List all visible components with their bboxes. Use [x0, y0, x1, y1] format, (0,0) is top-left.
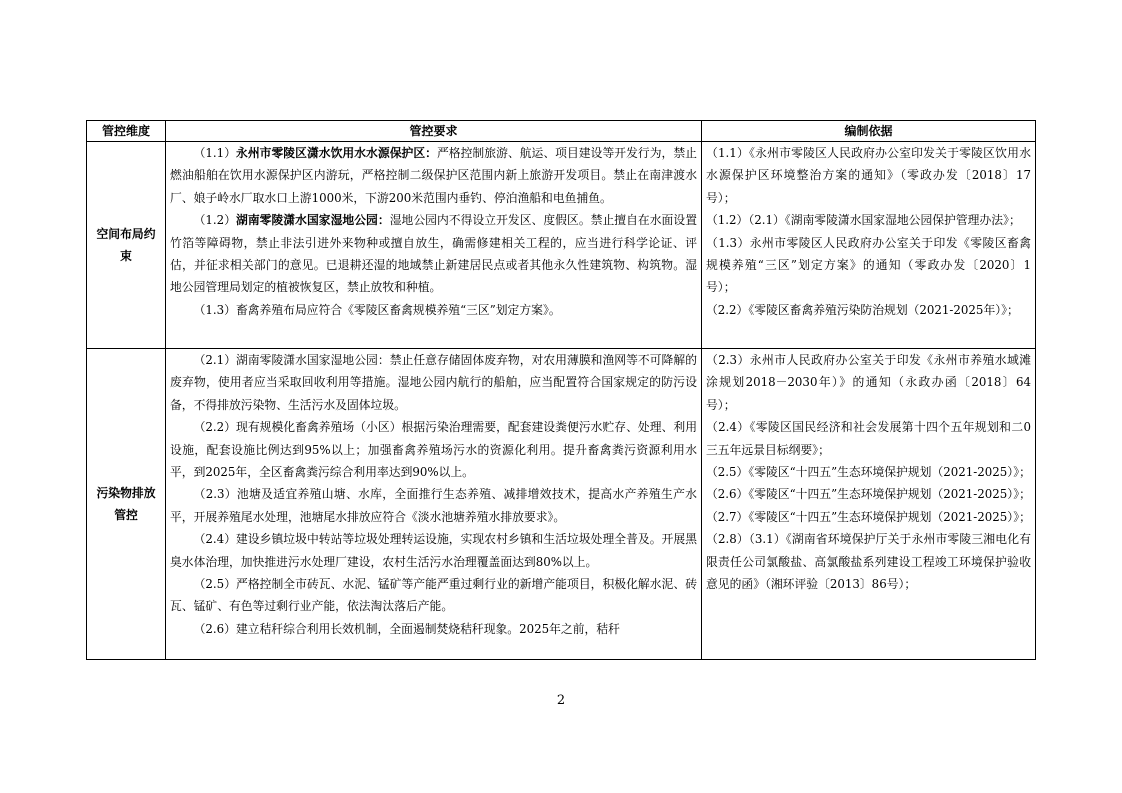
dimension-cell: 空间布局约束 [87, 142, 166, 349]
requirements-cell [166, 142, 702, 349]
requirement-item: （2.4）建设乡镇垃圾中转站等垃圾处理转运设施，实现农村乡镇和生活垃圾处理全普及。开展黑臭水体治理，加快推进污水处理厂建设，农村生活污水治理覆盖面达到80%以上。 [170, 532, 697, 569]
table-header-row [87, 121, 1036, 142]
requirement-item: （2.2）现有规模化畜禽养殖场（小区）根据污染治理需要，配套建设粪便污水贮存、处理、利用设施，配套设施比例达到95%以上；加强畜禽养殖场污水的资源化利用。提升畜禽粪污资源利用水平，到2025年，全区畜禽粪污综合利用率达到90%以上。 [170, 420, 697, 480]
basis-cell [702, 349, 1036, 660]
basis-item: （1.3）永州市零陵区人民政府办公室关于印发《零陵区畜禽规模养殖“三区”划定方案》的通知（零政办发〔2020〕1号）； [706, 235, 1031, 295]
basis-cell [702, 142, 1036, 349]
header-basis: 编制依据 [702, 121, 1036, 142]
requirement-item: （1.3）畜禽养殖布局应符合《零陵区畜禽规模养殖“三区”划定方案》。 [193, 302, 561, 317]
basis-item: （2.4）《零陵区国民经济和社会发展第十四个五年规划和二0三五年远景目标纲要》； [706, 420, 1031, 457]
basis-item: （1.2）（2.1）《湖南零陵潇水国家湿地公园保护管理办法》； [706, 213, 1021, 228]
basis-item: （2.3）永州市人民政府办公室关于印发《永州市养殖水域滩涂规划2018－2030年）》的通知（永政办函〔2018〕64号）； [706, 353, 1031, 412]
table-row [87, 349, 1036, 660]
requirement-item: （2.6）建立秸秆综合利用长效机制，全面遏制焚烧秸秆现象。2025年之前，秸秆 [193, 621, 620, 636]
requirement-item: （2.1）湖南零陵潇水国家湿地公园：禁止任意存储固体废弃物，对农用薄膜和渔网等不可降解的废弃物，使用者应当采取回收利用等措施。湿地公园内航行的船舶，应当配置符合国家规定的防污设备，不得排放污染物、生活污水及固体垃圾。 [170, 353, 697, 412]
requirement-item: （2.3）池塘及适宜养殖山塘、水库，全面推行生态养殖、减排增效技术，提高水产养殖生产水平，开展养殖尾水处理，池塘尾水排放应符合《淡水池塘养殖水排放要求》。 [170, 487, 697, 524]
dimension-cell: 污染物排放管控 [87, 349, 166, 660]
requirement-item: （2.5）严格控制全市砖瓦、水泥、锰矿等产能严重过剩行业的新增产能项目，积极化解水泥、砖瓦、锰矿、有色等过剩行业产能，依法淘汰落后产能。 [170, 577, 697, 614]
control-requirements-table [86, 120, 1036, 660]
basis-item: （2.7）《零陵区“十四五”生态环境保护规划（2021-2025）》； [706, 509, 1031, 524]
page-number: 2 [556, 693, 566, 708]
basis-item: （2.5）《零陵区“十四五”生态环境保护规划（2021-2025）》； [706, 465, 1031, 480]
basis-item: （2.2）《零陵区畜禽养殖污染防治规划（2021-2025年）》； [706, 302, 1019, 317]
header-requirements: 管控要求 [166, 121, 702, 142]
basis-item: （2.8）（3.1）《湖南省环境保护厅关于永州市零陵三湘电化有限责任公司氯酸盐、高氯酸盐系列建设工程竣工环境保护验收意见的函》（湘环评验〔2013〕86号）； [706, 532, 1031, 592]
basis-item: （2.6）《零陵区“十四五”生态环境保护规划（2021-2025）》； [706, 487, 1031, 502]
basis-item: （1.1）《永州市零陵区人民政府办公室印发关于零陵区饮用水水源保护区环境整治方案的通知》（零政办发〔2018〕17号）； [706, 146, 1031, 205]
requirement-item: （1.1）永州市零陵区潇水饮用水水源保护区：严格控制旅游、航运、项目建设等开发行为，禁止燃油船舶在饮用水源保护区内游玩，严格控制二级保护区范围内新上旅游开发项目。禁止在南津渡水厂、娘子岭水厂取水口上游1000米，下游200米范围内垂钓、停泊渔船和电鱼捕鱼。 [170, 146, 697, 205]
requirement-item: （1.2）湖南零陵潇水国家湿地公园：湿地公园内不得设立开发区、度假区。禁止擅自在水面设置竹箔等障碍物，禁止非法引进外来物种或擅自放生，确需修建相关工程的，应当进行科学论证、评估，并征求相关部门的意见。已退耕还湿的地域禁止新建居民点或者其他永久性建筑物、构筑物。湿地公园管理局划定的植被恢复区，禁止放牧和种植。 [170, 213, 697, 295]
requirements-cell [166, 349, 702, 660]
header-dimension: 管控维度 [87, 121, 166, 142]
table-row [87, 142, 1036, 349]
